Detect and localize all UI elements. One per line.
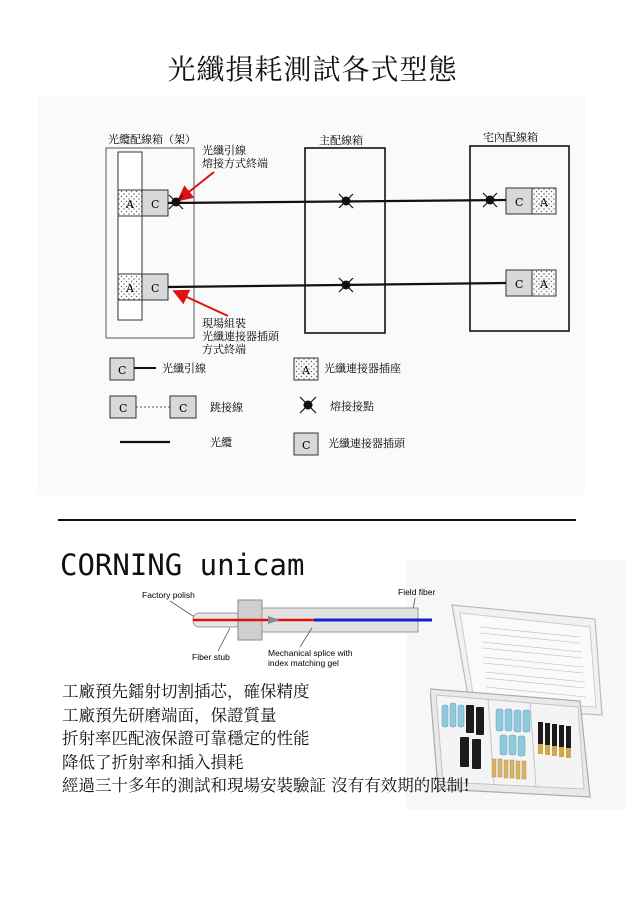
cable-line-lower — [168, 283, 506, 287]
fusion-annotation-line1: 光纖引線 — [202, 144, 246, 157]
plug-letter: C — [118, 364, 127, 377]
field-arrow — [176, 292, 228, 316]
adapter-letter: A — [126, 198, 134, 211]
plug-letter: C — [302, 439, 311, 452]
adapter-letter: A — [302, 364, 310, 377]
odf-cabinet-label: 光纜配線箱（架） — [108, 133, 196, 146]
field-fiber-label: Field fiber — [398, 587, 436, 597]
section-divider — [58, 519, 576, 521]
feature-item: 降低了折射率和插入損耗 — [62, 752, 244, 772]
legend-pigtail-label: 光纖引線 — [162, 362, 206, 375]
feature-list — [62, 680, 470, 798]
legend-plug-label: 光纖連接器插頭 — [328, 437, 405, 450]
legend-adapter-label: 光纖連接器插座 — [324, 362, 401, 375]
plug-letter: C — [151, 198, 160, 211]
home-cabinet-label: 宅內配線箱 — [483, 131, 538, 144]
fusion-arrow — [180, 172, 214, 199]
unicam-connector-figure — [0, 580, 625, 680]
factory-polish-pointer — [170, 601, 196, 618]
feature-item: 折射率匹配液保證可靠穩定的性能 — [62, 729, 310, 748]
fiber-stub-label: Fiber stub — [192, 652, 230, 662]
page-title: 光纖損耗測試各式型態 — [167, 53, 458, 86]
plug-letter: C — [119, 402, 128, 415]
adapter-letter: A — [126, 282, 134, 295]
plug-letter: C — [515, 278, 524, 291]
legend-splice-icon — [300, 397, 316, 413]
cable-line-upper — [168, 200, 506, 203]
feature-item: 工廠預先研磨端面，保證質量 — [62, 705, 277, 725]
field-annotation-line1: 現場組裝 — [202, 317, 246, 330]
corning-heading: CORNING unicam — [60, 548, 305, 582]
plug-letter: C — [151, 282, 160, 295]
splice-label-line2: index matching gel — [268, 658, 339, 668]
splice-label-line1: Mechanical splice with — [268, 648, 353, 658]
fiber-stub-pointer — [218, 628, 230, 651]
plug-letter: C — [515, 196, 524, 209]
main-cabinet-label: 主配線箱 — [319, 134, 363, 147]
main-cabinet — [305, 148, 385, 333]
field-annotation-line3: 方式終端 — [202, 343, 246, 356]
field-annotation-line2: 光纖連接器插頭 — [202, 330, 279, 343]
fusion-annotation-line2: 熔接方式終端 — [202, 157, 268, 170]
legend-cable-label: 光纜 — [210, 436, 232, 449]
feature-item: 工廠預先鐳射切割插芯，確保精度 — [62, 682, 310, 701]
adapter-letter: A — [540, 278, 548, 291]
plug-letter: C — [179, 402, 188, 415]
legend-jumper-label: 跳接線 — [210, 401, 243, 414]
feature-item: 經過三十多年的測試和現場安裝驗証 沒有有效期的限制! — [62, 776, 470, 795]
factory-polish-label: Factory polish — [142, 590, 195, 600]
home-cabinet — [470, 146, 569, 331]
adapter-letter: A — [540, 196, 548, 209]
legend-splice-label: 熔接接點 — [330, 400, 374, 413]
